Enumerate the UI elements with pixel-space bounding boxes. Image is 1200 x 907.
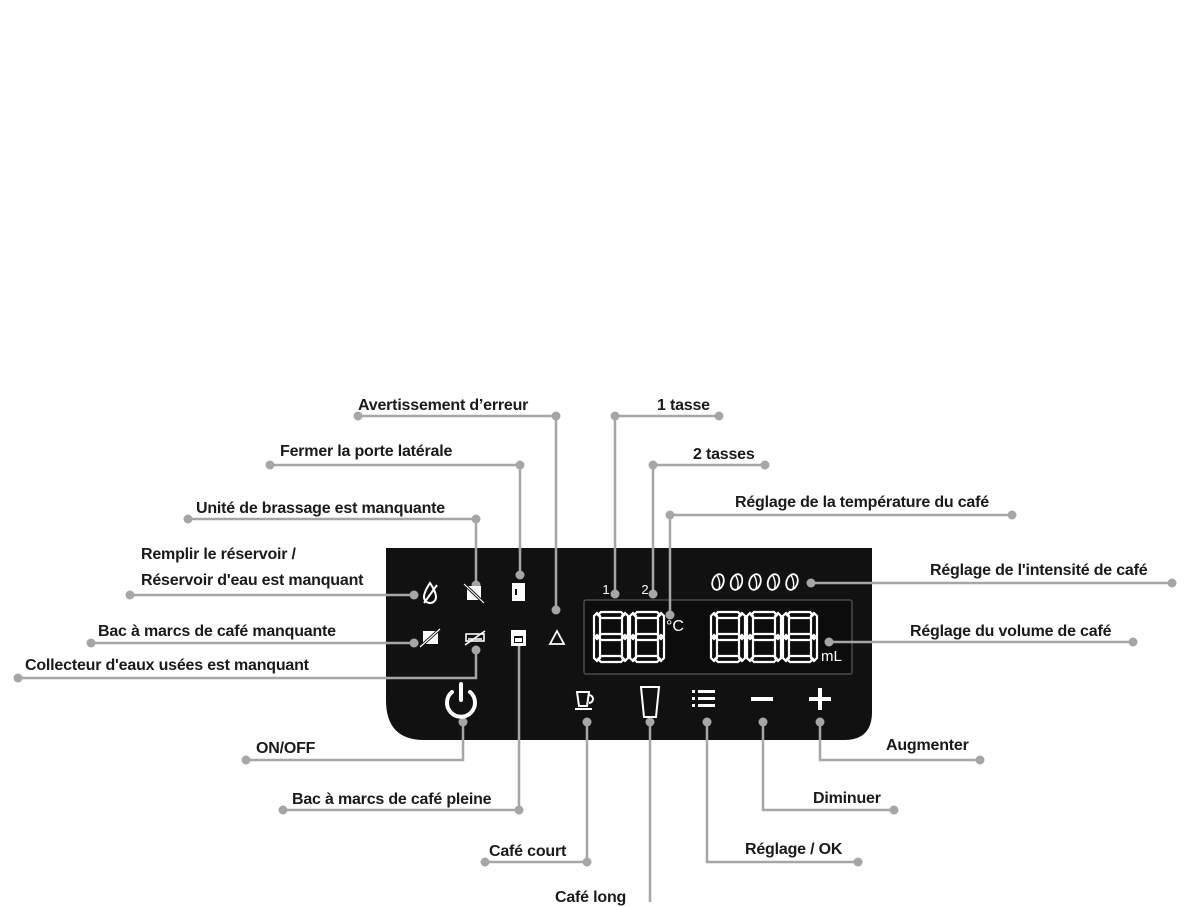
label-close-side-door: Fermer la porte latérale	[280, 443, 453, 460]
label-fill-tank-line1: Remplir le réservoir /	[141, 546, 296, 563]
label-two-cups: 2 tasses	[693, 446, 755, 463]
label-fill-tank-line2: Réservoir d'eau est manquant	[141, 572, 364, 589]
label-temperature-setting: Réglage de la température du café	[735, 494, 989, 511]
label-error-warning: Avertissement d’erreur	[358, 397, 529, 414]
label-volume-setting: Réglage du volume de café	[910, 623, 1112, 640]
label-decrease: Diminuer	[813, 790, 881, 807]
label-intensity-setting: Réglage de l'intensité de café	[930, 562, 1148, 579]
label-one-cup: 1 tasse	[657, 397, 710, 414]
label-on-off: ON/OFF	[256, 740, 316, 757]
label-short-coffee: Café court	[489, 843, 567, 860]
cup-one-indicator: 1	[602, 582, 610, 597]
cup-two-indicator: 2	[641, 582, 649, 597]
label-long-coffee: Café long	[555, 889, 627, 906]
label-increase: Augmenter	[886, 737, 969, 754]
bin-full-icon	[511, 630, 526, 646]
side-door-icon	[512, 583, 525, 601]
label-brew-unit-missing: Unité de brassage est manquante	[196, 500, 445, 517]
label-drip-tray-missing: Collecteur d'eaux usées est manquant	[25, 657, 309, 674]
label-grounds-bin-full: Bac à marcs de café pleine	[292, 791, 492, 808]
minus-icon[interactable]	[751, 697, 773, 701]
temperature-unit: °C	[666, 618, 684, 635]
volume-unit: mL	[821, 648, 842, 665]
label-setting-ok: Réglage / OK	[745, 841, 843, 858]
label-grounds-bin-missing: Bac à marcs de café manquante	[98, 623, 336, 640]
